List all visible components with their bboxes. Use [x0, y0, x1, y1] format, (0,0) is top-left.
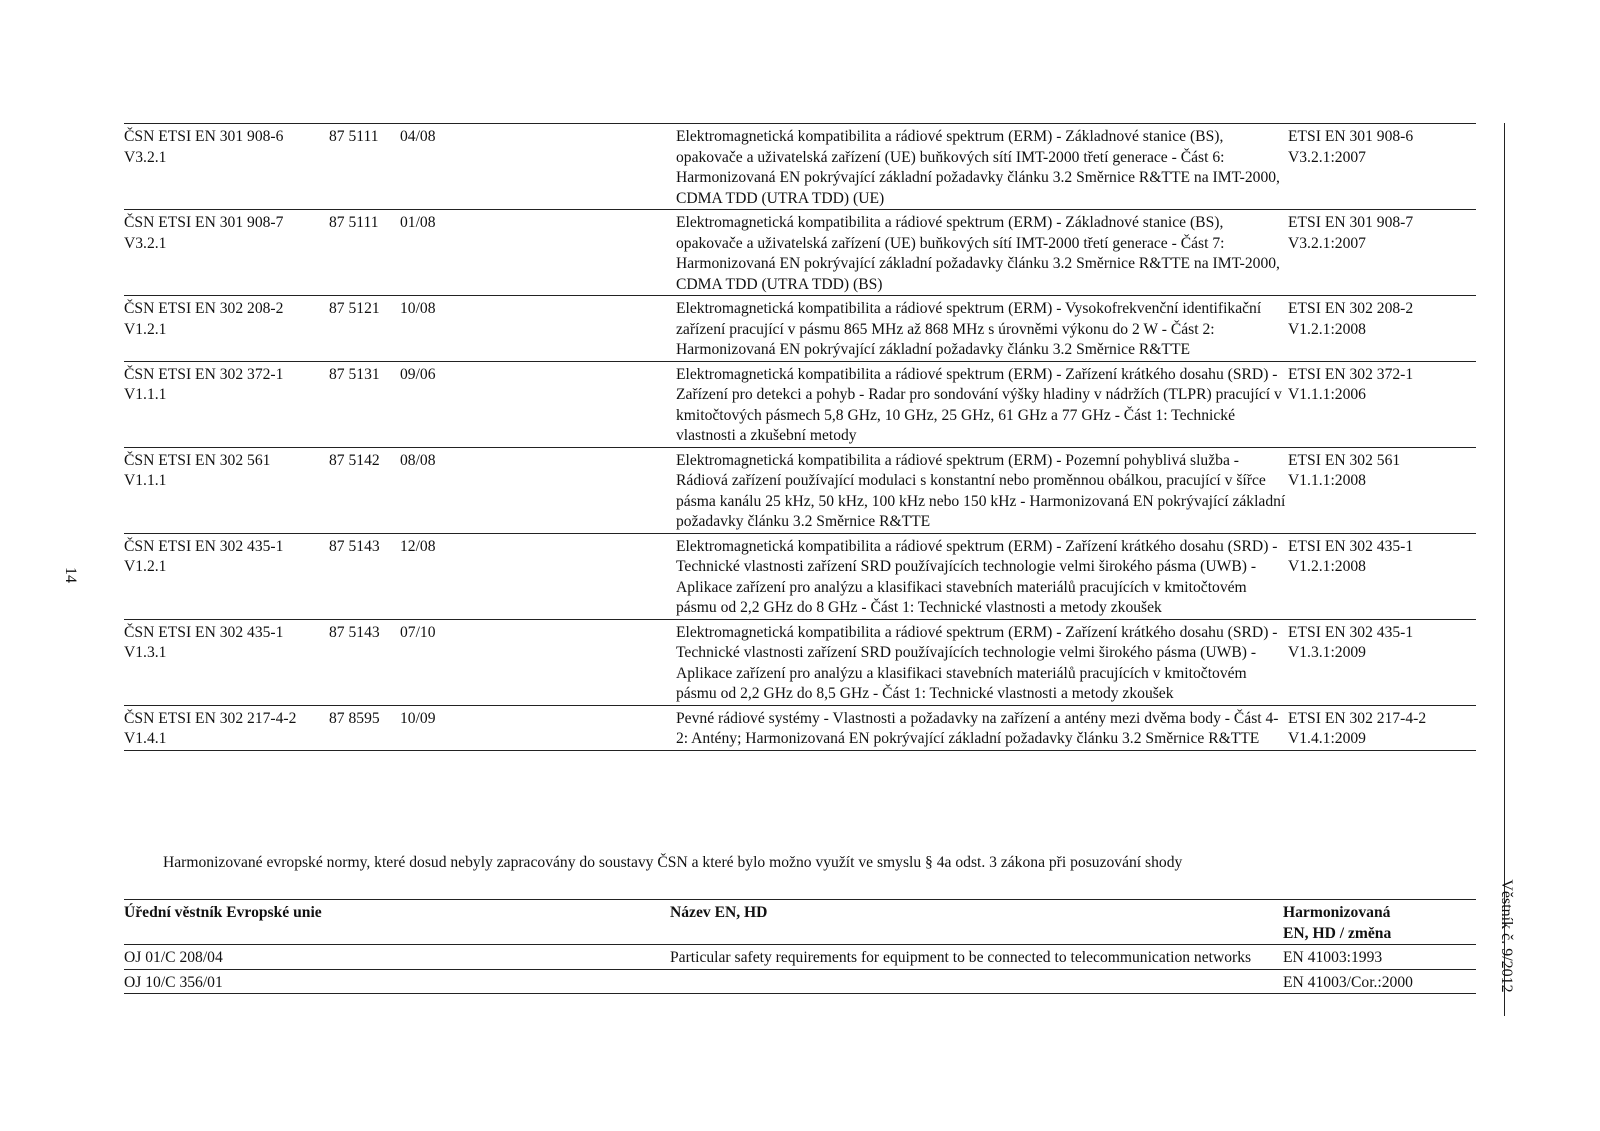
- etsi-reference: ETSI EN 302 435-1 V1.2.1:2008: [1288, 537, 1414, 575]
- issue-date: 04/08: [400, 128, 436, 145]
- issue-date: 10/09: [400, 709, 436, 727]
- class-number: 87 5111: [329, 214, 379, 231]
- class-number: 87 5111: [329, 128, 379, 145]
- standards-table: [124, 123, 1476, 751]
- standard-title: Elektromagnetická kompatibilita a rádiové spektrum (ERM) - Základnové stanice (BS), opakovače a uživatelská zařízení (UE) buňkových sítí IMT-2000 třetí generace - Část 7: Harmonizovaná EN pokrývající základní požadavky článku 3.2 Směrnice R&TTE na IMT-2000, CDMA TDD (UTRA TDD) (BS): [676, 214, 1280, 293]
- table-row: [124, 533, 1476, 619]
- etsi-reference: ETSI EN 302 435-1 V1.3.1:2009: [1288, 623, 1414, 661]
- page-number: 14: [62, 567, 79, 583]
- class-number: 87 5131: [329, 365, 380, 383]
- table-row: [124, 123, 1476, 209]
- class-number: 87 5142: [329, 451, 380, 469]
- standard-id: ČSN ETSI EN 302 561 V1.1.1: [124, 451, 271, 489]
- class-number: 87 8595: [329, 709, 380, 727]
- standard-title: [670, 973, 1283, 994]
- etsi-reference: ETSI EN 301 908-6 V3.2.1:2007: [1288, 128, 1414, 166]
- standard-title: Elektromagnetická kompatibilita a rádiové spektrum (ERM) - Zařízení krátkého dosahu (SRD) - Technické vlastnosti zařízení SRD používajících technologie velmi širokého pásma (UWB) - Aplikace zařízení pro analýzu a klasifikaci stavebních materiálů pracujících v kmitočtovém pásmu od 2,2 GHz do 8,5 GHz - Část 1: Technické vlastnosti a metody zkoušek: [676, 623, 1278, 702]
- issue-date: 10/08: [400, 300, 436, 317]
- journal-name: Věstník č. 9/2012: [1498, 879, 1515, 993]
- standard-title: Elektromagnetická kompatibilita a rádiové spektrum (ERM) - Vysokofrekvenční identifikační zařízení pracující v pásmu 865 MHz až 868 MHz s úrovněmi výkonu do 2 W - Část 2: Harmonizovaná EN pokrývající základní požadavky článku 3.2 Směrnice R&TTE: [676, 300, 1262, 358]
- oj-reference: OJ 10/C 356/01: [124, 973, 223, 991]
- class-number: 87 5121: [329, 300, 380, 317]
- standard-title: Elektromagnetická kompatibilita a rádiové spektrum (ERM) - Pozemní pohyblivá služba - Rádiová zařízení používající modulaci s konstantní nebo proměnnou obálkou, pracující v šířce pásma kanálu 25 kHz, 50 kHz, 100 kHz nebo 150 kHz - Harmonizovaná EN pokrývající základní požadavky článku 3.2 Směrnice R&TTE: [676, 451, 1286, 530]
- table-row: [124, 619, 1476, 705]
- standard-id: ČSN ETSI EN 302 208-2 V1.2.1: [124, 300, 284, 338]
- standard-id: ČSN ETSI EN 302 435-1 V1.2.1: [124, 537, 284, 575]
- issue-date: 09/06: [400, 365, 436, 383]
- etsi-reference: ETSI EN 301 908-7 V3.2.1:2007: [1288, 214, 1414, 252]
- standard-id: ČSN ETSI EN 301 908-7 V3.2.1: [124, 214, 284, 252]
- standard-title: Particular safety requirements for equipment to be connected to telecommunication networks: [670, 949, 1252, 966]
- en-reference: EN 41003/Cor.:2000: [1283, 973, 1413, 991]
- etsi-reference: ETSI EN 302 561 V1.1.1:2008: [1288, 451, 1401, 489]
- section-note: Harmonizované evropské normy, které dosud nebyly zapracovány do soustavy ČSN a které bylo možno využít ve smyslu § 4a odst. 3 zákona při posuzování shody: [163, 854, 1183, 871]
- table-row: [124, 969, 1476, 995]
- table-row: [124, 705, 1476, 751]
- table-row: [124, 944, 1476, 969]
- issue-date: 08/08: [400, 451, 436, 469]
- etsi-reference: ETSI EN 302 217-4-2 V1.4.1:2009: [1288, 709, 1427, 747]
- oj-reference: OJ 01/C 208/04: [124, 949, 223, 966]
- standard-title: Elektromagnetická kompatibilita a rádiové spektrum (ERM) - Zařízení krátkého dosahu (SRD) - Technické vlastnosti zařízení SRD používajících technologie velmi širokého pásma (UWB) - Aplikace zařízení pro analýzu a klasifikaci stavebních materiálů pracujících v kmitočtovém pásmu od 2,2 GHz do 8 GHz - Část 1: Technické vlastnosti a metody zkoušek: [676, 537, 1278, 616]
- table-row: [124, 209, 1476, 295]
- column-header-en: Harmonizovaná EN, HD / změna: [1283, 904, 1392, 942]
- standard-title: Elektromagnetická kompatibilita a rádiové spektrum (ERM) - Základnové stanice (BS), opakovače a uživatelská zařízení (UE) buňkových sítí IMT-2000 třetí generace - Část 6: Harmonizovaná EN pokrývající základní požadavky článku 3.2 Směrnice R&TTE na IMT-2000, CDMA TDD (UTRA TDD) (UE): [676, 128, 1280, 207]
- standard-id: ČSN ETSI EN 302 372-1 V1.1.1: [124, 365, 284, 403]
- issue-date: 01/08: [400, 214, 436, 231]
- standard-id: ČSN ETSI EN 302 217-4-2 V1.4.1: [124, 709, 297, 747]
- table-header-row: [124, 899, 1476, 944]
- table-row: [124, 295, 1476, 361]
- class-number: 87 5143: [329, 623, 380, 641]
- standard-title: Elektromagnetická kompatibilita a rádiové spektrum (ERM) - Zařízení krátkého dosahu (SRD) - Zařízení pro detekci a pohyb - Radar pro sondování výšky hladiny v nádržích (TLPR) pracující v kmitočtových pásmech 5,8 GHz, 10 GHz, 25 GHz, 61 GHz a 77 GHz - Část 1: Technické vlastnosti a zkušební metody: [676, 365, 1282, 444]
- etsi-reference: ETSI EN 302 208-2 V1.2.1:2008: [1288, 300, 1414, 338]
- class-number: 87 5143: [329, 537, 380, 555]
- standard-id: ČSN ETSI EN 301 908-6 V3.2.1: [124, 128, 284, 166]
- issue-date: 07/10: [400, 623, 436, 641]
- harmonized-standards-table: [124, 899, 1476, 994]
- issue-date: 12/08: [400, 537, 436, 555]
- en-reference: EN 41003:1993: [1283, 949, 1383, 966]
- standard-id: ČSN ETSI EN 302 435-1 V1.3.1: [124, 623, 284, 661]
- column-header-oj: Úřední věstník Evropské unie: [124, 904, 322, 921]
- table-row: [124, 447, 1476, 533]
- standard-title: Pevné rádiové systémy - Vlastnosti a požadavky na zařízení a antény mezi dvěma body - Část 4-2: Antény; Harmonizovaná EN pokrývající základní požadavky článku 3.2 Směrnice R&TTE: [676, 709, 1279, 747]
- column-header-title: Název EN, HD: [670, 904, 768, 921]
- etsi-reference: ETSI EN 302 372-1 V1.1.1:2006: [1288, 365, 1414, 403]
- table-row: [124, 361, 1476, 447]
